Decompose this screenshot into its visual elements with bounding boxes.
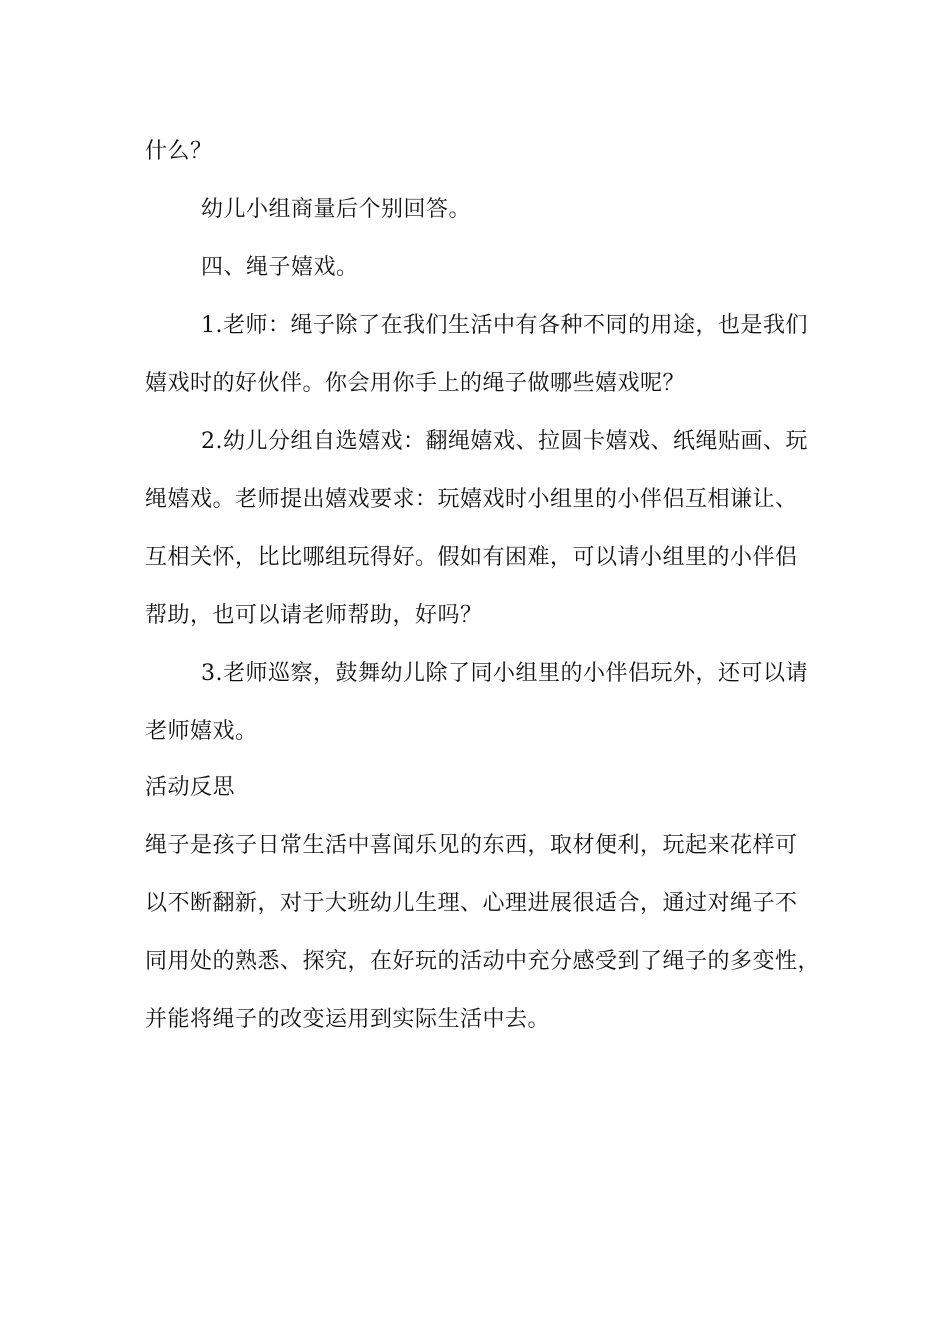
text-line: 2.幼儿分组自选嬉戏：翻绳嬉戏、拉圆卡嬉戏、纸绳贴画、玩 xyxy=(201,429,808,454)
section-heading: 活动反思 xyxy=(145,775,236,800)
section-heading: 四、绳子嬉戏。 xyxy=(201,255,359,280)
text-line: 帮助，也可以请老师帮助，好吗？ xyxy=(145,603,483,628)
text-line: 并能将绳子的改变运用到实际生活中去。 xyxy=(145,1007,551,1032)
text-line: 什么？ xyxy=(145,139,213,164)
text-line: 3.老师巡察，鼓舞幼儿除了同小组里的小伴侣玩外，还可以请 xyxy=(201,661,808,686)
text-line: 1.老师：绳子除了在我们生活中有各种不同的用途，也是我们 xyxy=(201,313,808,338)
text-line: 老师嬉戏。 xyxy=(145,719,258,744)
text-line: 嬉戏时的好伙伴。你会用你手上的绳子做哪些嬉戏呢？ xyxy=(145,371,686,396)
text-line: 同用处的熟悉、探究，在好玩的活动中充分感受到了绳子的多变性， xyxy=(145,949,821,974)
text-line: 绳嬉戏。老师提出嬉戏要求：玩嬉戏时小组里的小伴侣互相谦让、 xyxy=(145,487,798,512)
text-line: 以不断翻新，对于大班幼儿生理、心理进展很适合，通过对绳子不 xyxy=(145,891,798,916)
text-line: 幼儿小组商量后个别回答。 xyxy=(201,197,472,222)
text-line: 互相关怀，比比哪组玩得好。假如有困难，可以请小组里的小伴侣 xyxy=(145,545,798,570)
text-line: 绳子是孩子日常生活中喜闻乐见的东西，取材便利，玩起来花样可 xyxy=(145,833,798,858)
